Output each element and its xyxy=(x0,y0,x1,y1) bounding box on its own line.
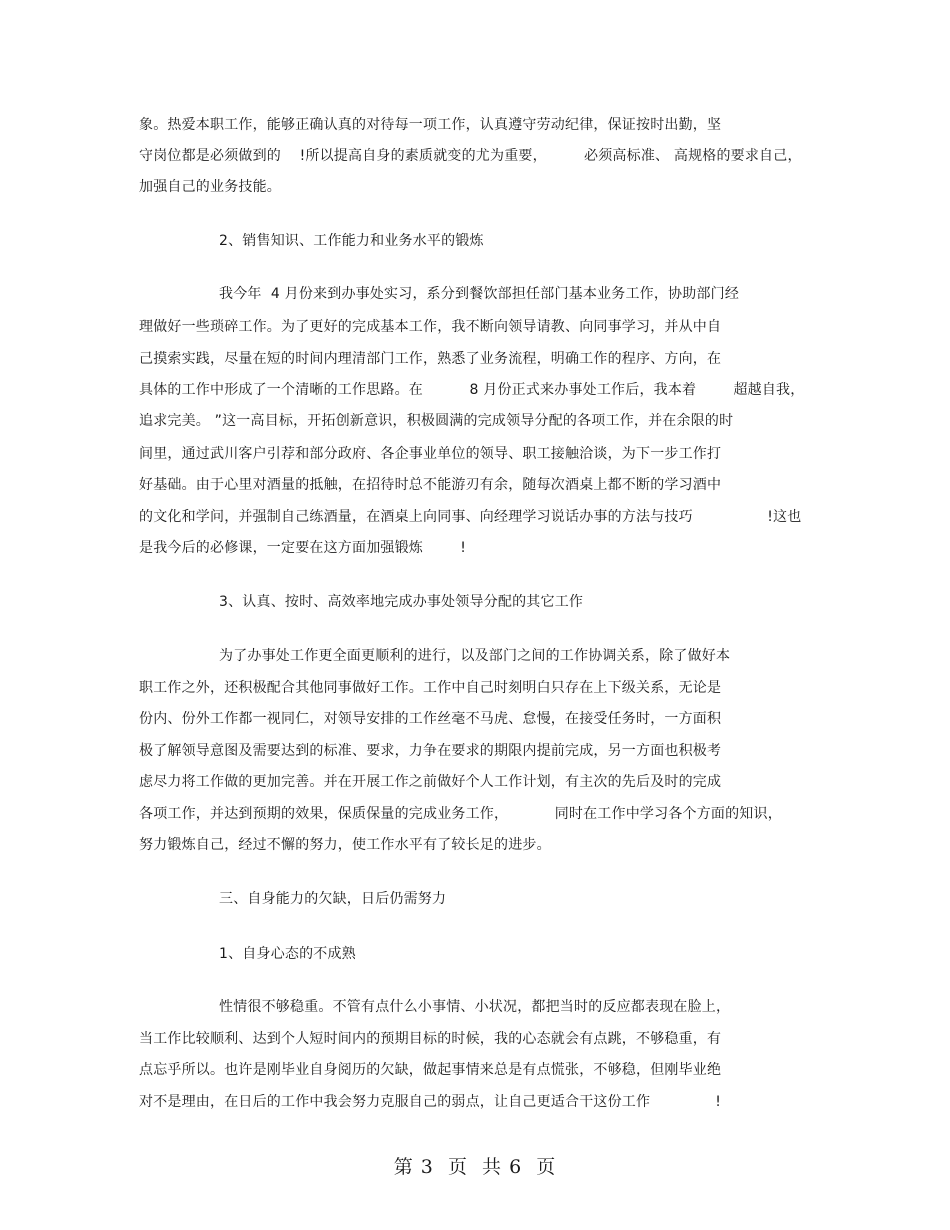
text-line: 性情很不够稳重。不管有点什么小事情、小状况，都把当时的反应都表现在脸上， xyxy=(219,999,731,1015)
text-line: 为了办事处工作更全面更顺利的进行，以及部门之间的工作协调关系，除了做好本 xyxy=(219,648,731,664)
text-line: 己摸索实践，尽量在短的时间内理清部门工作，熟悉了业务流程，明确工作的程序、方向，在 xyxy=(139,351,722,367)
text-line: 各项工作，并达到预期的效果，保质保量的完成业务工作， 同时在工作中学习各个方面的知识， xyxy=(139,806,782,822)
text-line: 加强自己的业务技能。 xyxy=(139,179,281,195)
section-heading: 1、自身心态的不成熟 xyxy=(219,946,356,962)
section-heading: 3、认真、按时、高效率地完成办事处领导分配的其它工作 xyxy=(219,594,584,610)
text-line: 好基础。由于心里对酒量的抵触，在招待时总不能游刃有余，随每次酒桌上都不断的学习酒中 xyxy=(139,477,722,493)
text-line: 努力锻炼自己，经过不懈的努力，使工作水平有了较长足的进步。 xyxy=(139,837,551,853)
text-line: 我今年 4 月份来到办事处实习，系分到餐饮部担任部门基本业务工作，协助部门经 xyxy=(219,286,740,302)
text-line: 守岗位都是必须做到的 !所以提高自身的素质就变的尤为重要， 必须高标准、 高规格的要求自己， xyxy=(139,148,802,164)
text-line: 份内、份外工作都一视同仁，对领导安排的工作丝毫不马虎、怠慢，在接受任务时，一方面积 xyxy=(139,711,722,727)
text-line: 虑尽力将工作做的更加完善。并在开展工作之前做好个人工作计划，有主次的先后及时的完成 xyxy=(139,774,722,790)
section-heading: 三、自身能力的欠缺，日后仍需努力 xyxy=(219,891,447,907)
section-heading: 2、销售知识、工作能力和业务水平的锻炼 xyxy=(219,233,484,249)
text-line: 间里，通过武川客户引荐和部分政府、各企事业单位的领导、职工接触洽谈，为下一步工作打 xyxy=(139,446,722,462)
text-line: 职工作之外，还积极配合其他同事做好工作。工作中自己时刻明白只存在上下级关系，无论是 xyxy=(139,680,722,696)
text-line: 对不是理由，在日后的工作中我会努力克服自己的弱点，让自己更适合干这份工作 ! xyxy=(139,1094,722,1110)
text-line: 具体的工作中形成了一个清晰的工作思路。在 8 月份正式来办事处工作后，我本着 超越自我， xyxy=(139,382,805,398)
text-line: 是我今后的必修课，一定要在这方面加强锻炼 ! xyxy=(139,540,467,556)
page-number-footer: 第 3 页 共 6 页 xyxy=(393,1156,557,1178)
text-line: 象。热爱本职工作，能够正确认真的对待每一项工作，认真遵守劳动纪律，保证按时出勤，坚 xyxy=(139,117,722,133)
text-line: 理做好一些琐碎工作。为了更好的完成基本工作，我不断向领导请教、向同事学习，并从中自 xyxy=(139,319,722,335)
text-line: 的文化和学问，并强制自己练酒量，在酒桌上向同事、向经理学习说话办事的方法与技巧 !这也 xyxy=(139,509,802,525)
text-line: 当工作比较顺利、达到个人短时间内的预期目标的时候，我的心态就会有点跳，不够稳重，有 xyxy=(139,1031,722,1047)
text-line: 点忘乎所以。也许是刚毕业自身阅历的欠缺，做起事情来总是有点慌张，不够稳，但刚毕业绝 xyxy=(139,1062,722,1078)
text-line: 追求完美。 ”这一高目标，开拓创新意识，积极圆满的完成领导分配的各项工作，并在余限的时 xyxy=(139,413,734,429)
text-line: 极了解领导意图及需要达到的标准、要求，力争在要求的期限内提前完成，另一方面也积极考 xyxy=(139,743,722,759)
